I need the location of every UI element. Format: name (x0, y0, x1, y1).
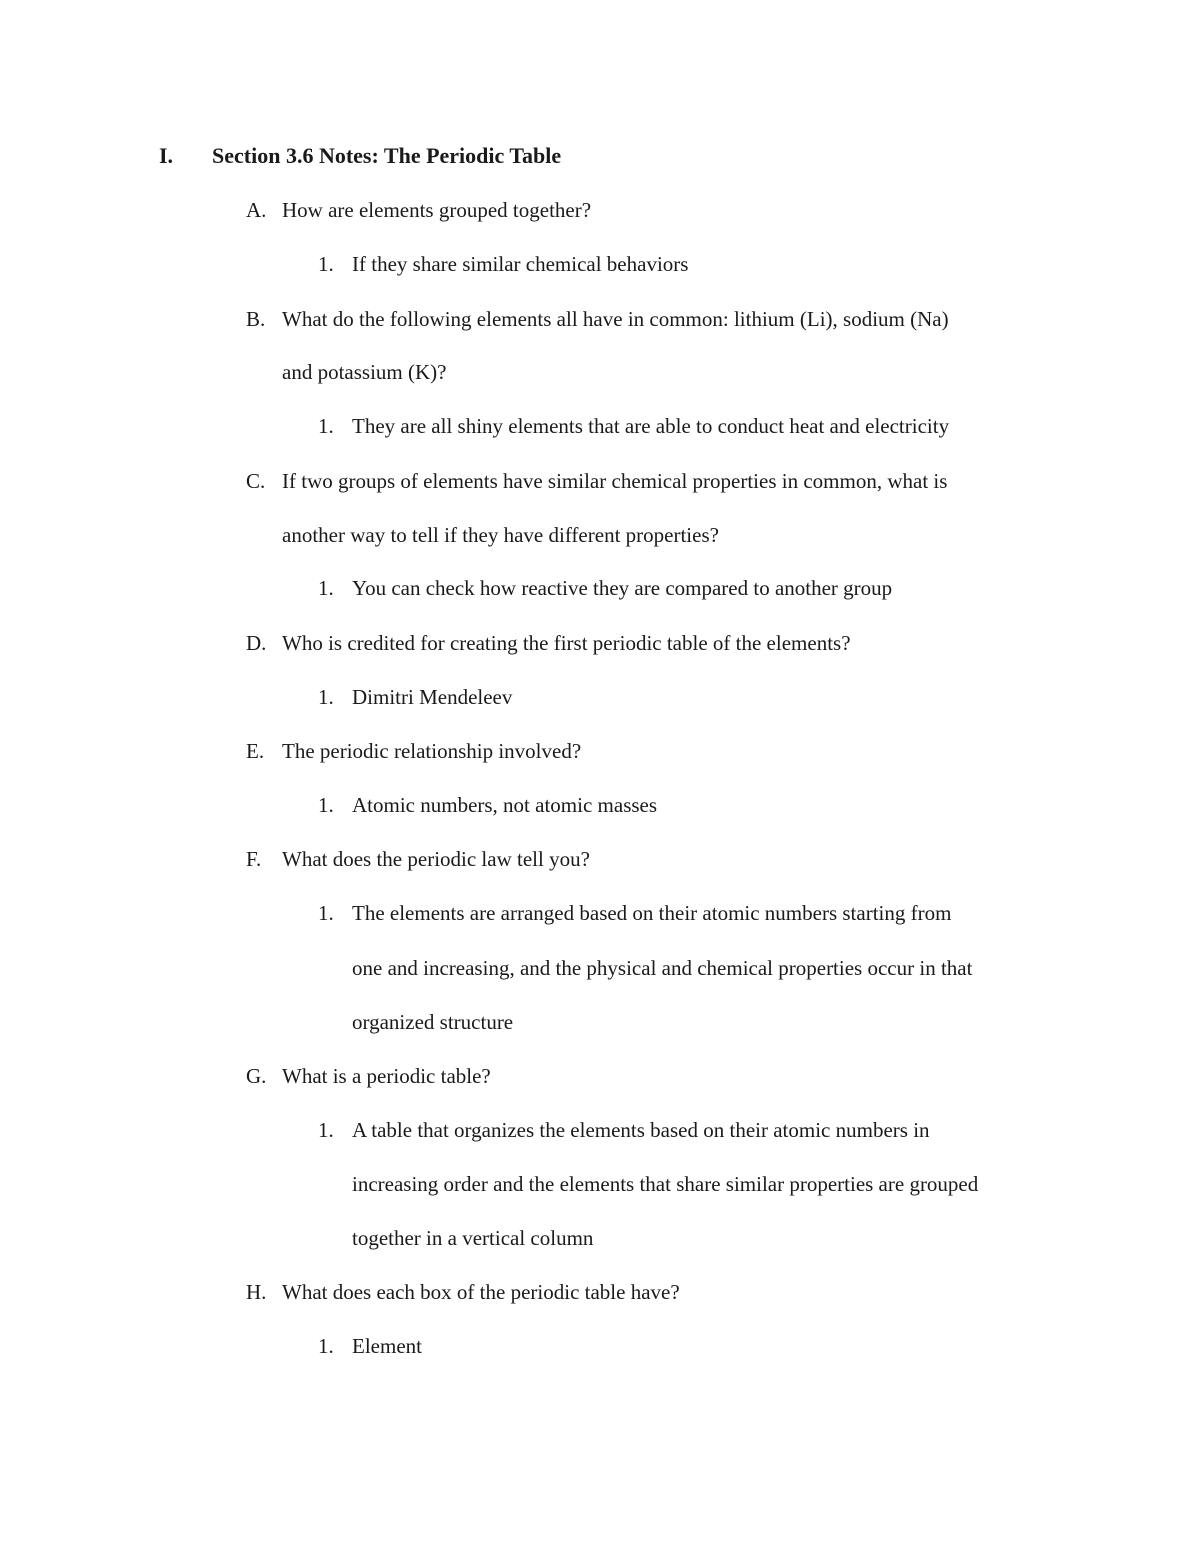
item-question: What do the following elements all have in common: lithium (Li), sodium (Na) (282, 307, 949, 331)
subitem-marker: 1. (318, 414, 334, 438)
subitem-answer: Dimitri Mendeleev (352, 685, 513, 709)
subitem-marker: 1. (318, 576, 334, 600)
item-marker: A. (246, 198, 267, 222)
item-question-continued: and potassium (K)? (282, 360, 447, 384)
subitem-marker: 1. (318, 685, 334, 709)
item-question: How are elements grouped together? (282, 198, 592, 222)
item-question: What is a periodic table? (282, 1064, 491, 1088)
subitem-marker: 1. (318, 1118, 334, 1142)
heading-numeral: I. (159, 143, 174, 168)
subitem-answer: Element (352, 1334, 422, 1358)
subitem-answer-continued: one and increasing, and the physical and chemical properties occur in that (352, 956, 973, 980)
item-marker: D. (246, 631, 267, 655)
item-marker: B. (246, 307, 266, 331)
subitem-marker: 1. (318, 1334, 334, 1358)
subitem-answer-continued: together in a vertical column (352, 1226, 594, 1250)
item-marker: F. (246, 847, 262, 871)
subitem-answer: A table that organizes the elements based on their atomic numbers in (352, 1118, 930, 1142)
item-question: Who is credited for creating the first periodic table of the elements? (282, 631, 851, 655)
item-marker: C. (246, 469, 266, 493)
subitem-marker: 1. (318, 252, 334, 276)
subitem-answer: They are all shiny elements that are able to conduct heat and electricity (352, 414, 950, 438)
subitem-answer-continued: organized structure (352, 1010, 514, 1034)
heading-title: Section 3.6 Notes: The Periodic Table (212, 143, 562, 168)
item-marker: G. (246, 1064, 267, 1088)
item-question: The periodic relationship involved? (282, 739, 582, 763)
subitem-answer: If they share similar chemical behaviors (352, 252, 689, 276)
item-question: What does each box of the periodic table have? (282, 1280, 680, 1304)
subitem-marker: 1. (318, 901, 334, 925)
subitem-marker: 1. (318, 793, 334, 817)
item-question: What does the periodic law tell you? (282, 847, 590, 871)
item-marker: E. (246, 739, 265, 763)
subitem-answer-continued: increasing order and the elements that share similar properties are grouped (352, 1172, 979, 1196)
subitem-answer: You can check how reactive they are compared to another group (352, 576, 893, 600)
item-question-continued: another way to tell if they have different properties? (282, 523, 719, 547)
subitem-answer: Atomic numbers, not atomic masses (352, 793, 658, 817)
subitem-answer: The elements are arranged based on their atomic numbers starting from (352, 901, 952, 925)
item-question: If two groups of elements have similar chemical properties in common, what is (282, 469, 948, 493)
item-marker: H. (246, 1280, 267, 1304)
